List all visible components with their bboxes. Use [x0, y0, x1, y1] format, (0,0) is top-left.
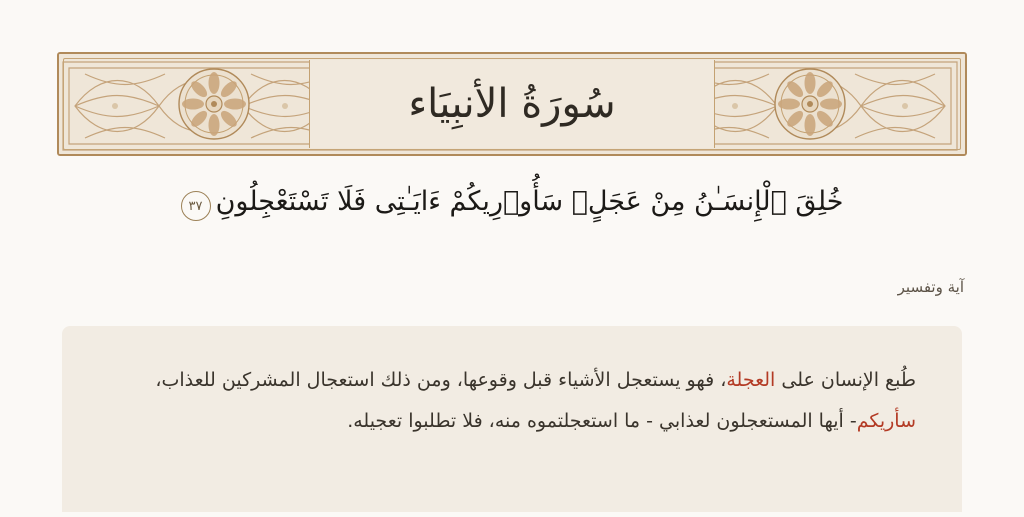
banner-frame — [57, 52, 967, 156]
tafsir-panel — [62, 326, 962, 512]
surah-title-cartouche — [309, 60, 715, 148]
surah-title: سُورَةُ الأنبِيَاء — [408, 81, 616, 127]
tafsir-text-segment: طُبع الإنسان على — [775, 369, 916, 391]
ayah-number-label: ٣٧ — [188, 198, 203, 214]
surah-header-banner — [57, 52, 967, 156]
ayah-text: خُلِقَ ٱلْإِنسَـٰنُ مِنْ عَجَلٍۢ سَأُو۟رِيكُمْ ءَايَـٰتِى فَلَا تَسْتَعْجِلُونِ — [215, 186, 844, 217]
tafsir-text-segment: ، فهو يستعجل الأشياء قبل وقوعها، ومن ذلك استعجال المشركين للعذاب، — [155, 369, 727, 391]
section-label: آية وتفسير — [897, 278, 964, 296]
tafsir-text — [108, 360, 916, 442]
tafsir-highlight-term[interactable]: سأريكم — [856, 409, 916, 432]
ayah-end-marker — [181, 191, 211, 221]
tafsir-text-segment: - أيها المستعجلون لعذابي - ما استعجلتموه منه، فلا تطلبوا تعجيله. — [347, 409, 857, 432]
rosette-medallion-right-icon — [773, 67, 847, 141]
ayah-line — [57, 176, 967, 227]
rosette-medallion-left-icon — [177, 67, 251, 141]
tafsir-highlight-term[interactable]: العجلة — [726, 369, 776, 391]
